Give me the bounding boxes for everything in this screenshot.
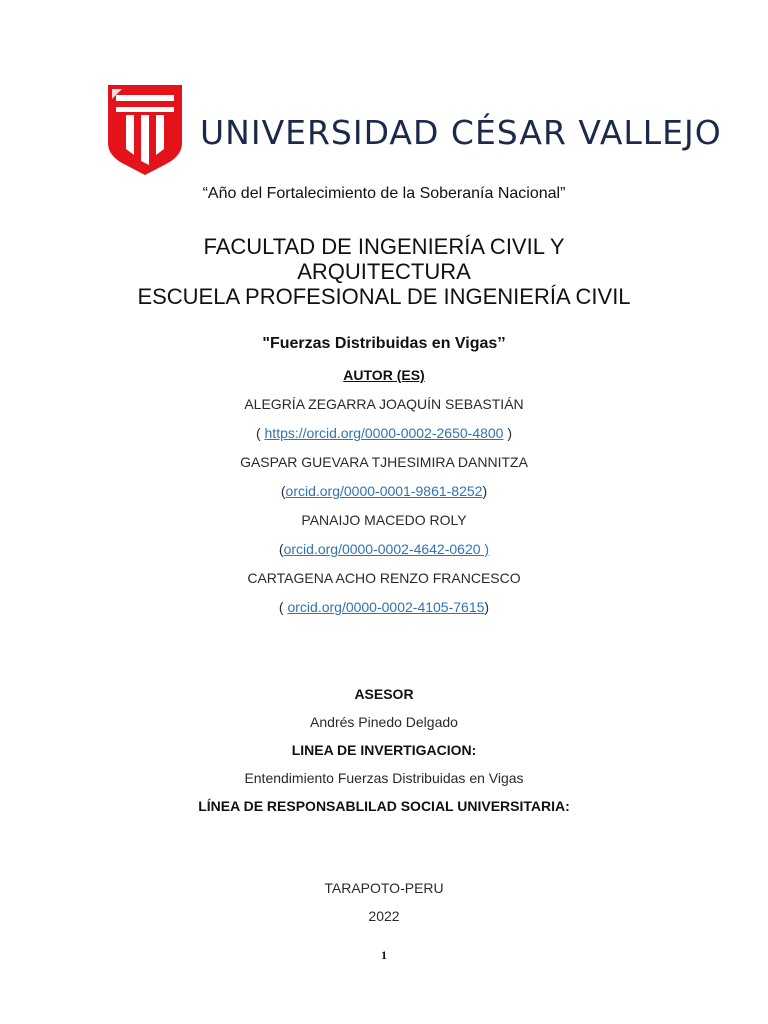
author-name: ALEGRÍA ZEGARRA JOAQUÍN SEBASTIÁN (244, 396, 524, 412)
faculty-line-1: FACULTAD DE INGENIERÍA CIVIL Y (203, 234, 565, 259)
orcid-link[interactable]: orcid.org/0000-0002-4105-7615 (287, 599, 485, 615)
place: TARAPOTO-PERU (324, 880, 444, 896)
university-logo (108, 85, 722, 177)
research-line-heading: LINEA DE INVERTIGACION: (291, 742, 477, 758)
author-name: PANAIJO MACEDO ROLY (301, 512, 467, 528)
advisor-heading: ASESOR (354, 686, 414, 702)
author-orcid-line (0, 425, 768, 441)
motto: “Año del Fortalecimiento de la Soberanía Nacional” (202, 185, 566, 202)
orcid-prefix: ( (278, 541, 284, 557)
research-line-value: Entendimiento Fuerzas Distribuidas en Vigas (244, 770, 524, 786)
orcid-suffix: ) (482, 483, 488, 499)
orcid-prefix: ( (255, 425, 265, 441)
university-shield-icon (108, 85, 182, 175)
faculty-line-2: ARQUITECTURA (297, 259, 471, 284)
faculty-line-3: ESCUELA PROFESIONAL DE INGENIERÍA CIVIL (137, 284, 631, 309)
document-title: "Fuerzas Distribuidas en Vigas’’ (262, 335, 506, 352)
orcid-prefix: ( (278, 599, 288, 615)
faculty-block (0, 234, 768, 309)
orcid-suffix: ) (503, 425, 513, 441)
orcid-link[interactable]: orcid.org/0000-0001-9861-8252 (285, 483, 483, 499)
orcid-suffix: ) (484, 599, 490, 615)
advisor-name: Andrés Pinedo Delgado (310, 714, 458, 730)
authors-heading: AUTOR (ES) (343, 367, 425, 383)
orcid-link[interactable]: https://orcid.org/0000-0002-2650-4800 (264, 425, 504, 441)
page-number: 1 (381, 948, 387, 962)
author-name: CARTAGENA ACHO RENZO FRANCESCO (247, 570, 521, 586)
author-name: GASPAR GUEVARA TJHESIMIRA DANNITZA (240, 454, 528, 470)
author-orcid-line (0, 541, 768, 557)
social-line-heading: LÍNEA DE RESPONSABLILAD SOCIAL UNIVERSITARIA: (198, 798, 570, 814)
university-name: UNIVERSIDAD CÉSAR VALLEJO (200, 113, 722, 152)
author-orcid-line (0, 483, 768, 499)
orcid-prefix: ( (280, 483, 286, 499)
orcid-link[interactable]: orcid.org/0000-0002-4642-0620 ) (283, 541, 490, 557)
year: 2022 (368, 908, 400, 924)
author-orcid-line (0, 599, 768, 615)
